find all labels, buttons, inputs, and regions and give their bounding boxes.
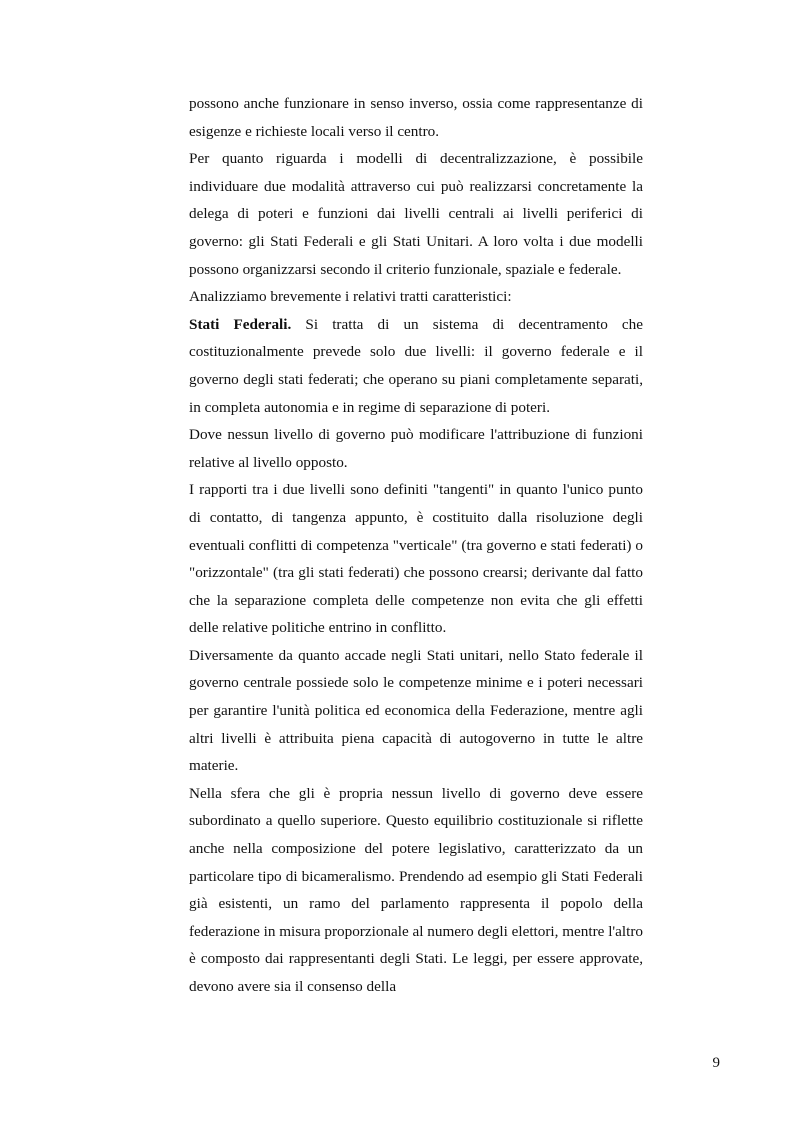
page-number: 9 — [712, 1055, 720, 1071]
body-text — [189, 90, 643, 1001]
paragraph-3-text: Analizziamo brevemente i relativi tratti caratteristici: — [189, 288, 512, 306]
paragraph-7 — [189, 642, 643, 780]
paragraph-1-text: possono anche funzionare in senso inverso, ossia come rappresentanze di esigenze e richieste locali verso il centro. — [189, 95, 643, 140]
paragraph-4-text: Si tratta di un sistema di decentramento che costituzionalmente prevede solo due livelli: il governo federale e il governo degli stati federati; che operano su piani completamente separati, in completa autonomia e in regime di separazione di poteri. — [189, 315, 643, 416]
paragraph-7-text: Diversamente da quanto accade negli Stati unitari, nello Stato federale il governo centrale possiede solo le competenze minime e i poteri necessari per garantire l'unità politica ed economica della Federazione, mentre agli altri livelli è attribuita piena capacità di autogoverno in tutte le altre materie. — [189, 646, 643, 775]
paragraph-1 — [189, 90, 643, 145]
paragraph-6-text: I rapporti tra i due livelli sono definiti "tangenti" in quanto l'unico punto di contatto, di tangenza appunto, è costituito dalla risoluzione degli eventuali conflitti di competenza "verticale" (tra governo e stati federati) o "orizzontale" (tra gli stati federati) che possono crearsi; derivante dal fatto che la separazione completa delle competenze non evita che gli effetti delle relative politiche entrino in conflitto. — [189, 481, 643, 637]
paragraph-4-heading: Stati Federali. — [189, 315, 292, 333]
paragraph-4 — [189, 311, 643, 421]
paragraph-5 — [189, 421, 643, 476]
paragraph-5-text: Dove nessun livello di governo può modificare l'attribuzione di funzioni relative al livello opposto. — [189, 426, 643, 471]
paragraph-2 — [189, 145, 643, 283]
paragraph-8-text: Nella sfera che gli è propria nessun livello di governo deve essere subordinato a quello superiore. Questo equilibrio costituzionale si riflette anche nella composizione del potere legislativo, caratterizzato da un particolare tipo di bicameralismo. Prendendo ad esempio gli Stati Federali già esistenti, un ramo del parlamento rappresenta il popolo della federazione in misura proporzionale al numero degli elettori, mentre l'altro è composto dai rappresentanti degli Stati. Le leggi, per essere approvate, devono avere sia il consenso della — [189, 784, 643, 995]
paragraph-6 — [189, 476, 643, 642]
paragraph-8 — [189, 780, 643, 1001]
paragraph-2-text: Per quanto riguarda i modelli di decentralizzazione, è possibile individuare due modalità attraverso cui può realizzarsi concretamente la delega di poteri e funzioni dai livelli centrali ai livelli periferici di governo: gli Stati Federali e gli Stati Unitari. A loro volta i due modelli possono organizzarsi secondo il criterio funzionale, spaziale e federale. — [189, 150, 643, 278]
paragraph-3 — [189, 283, 643, 311]
